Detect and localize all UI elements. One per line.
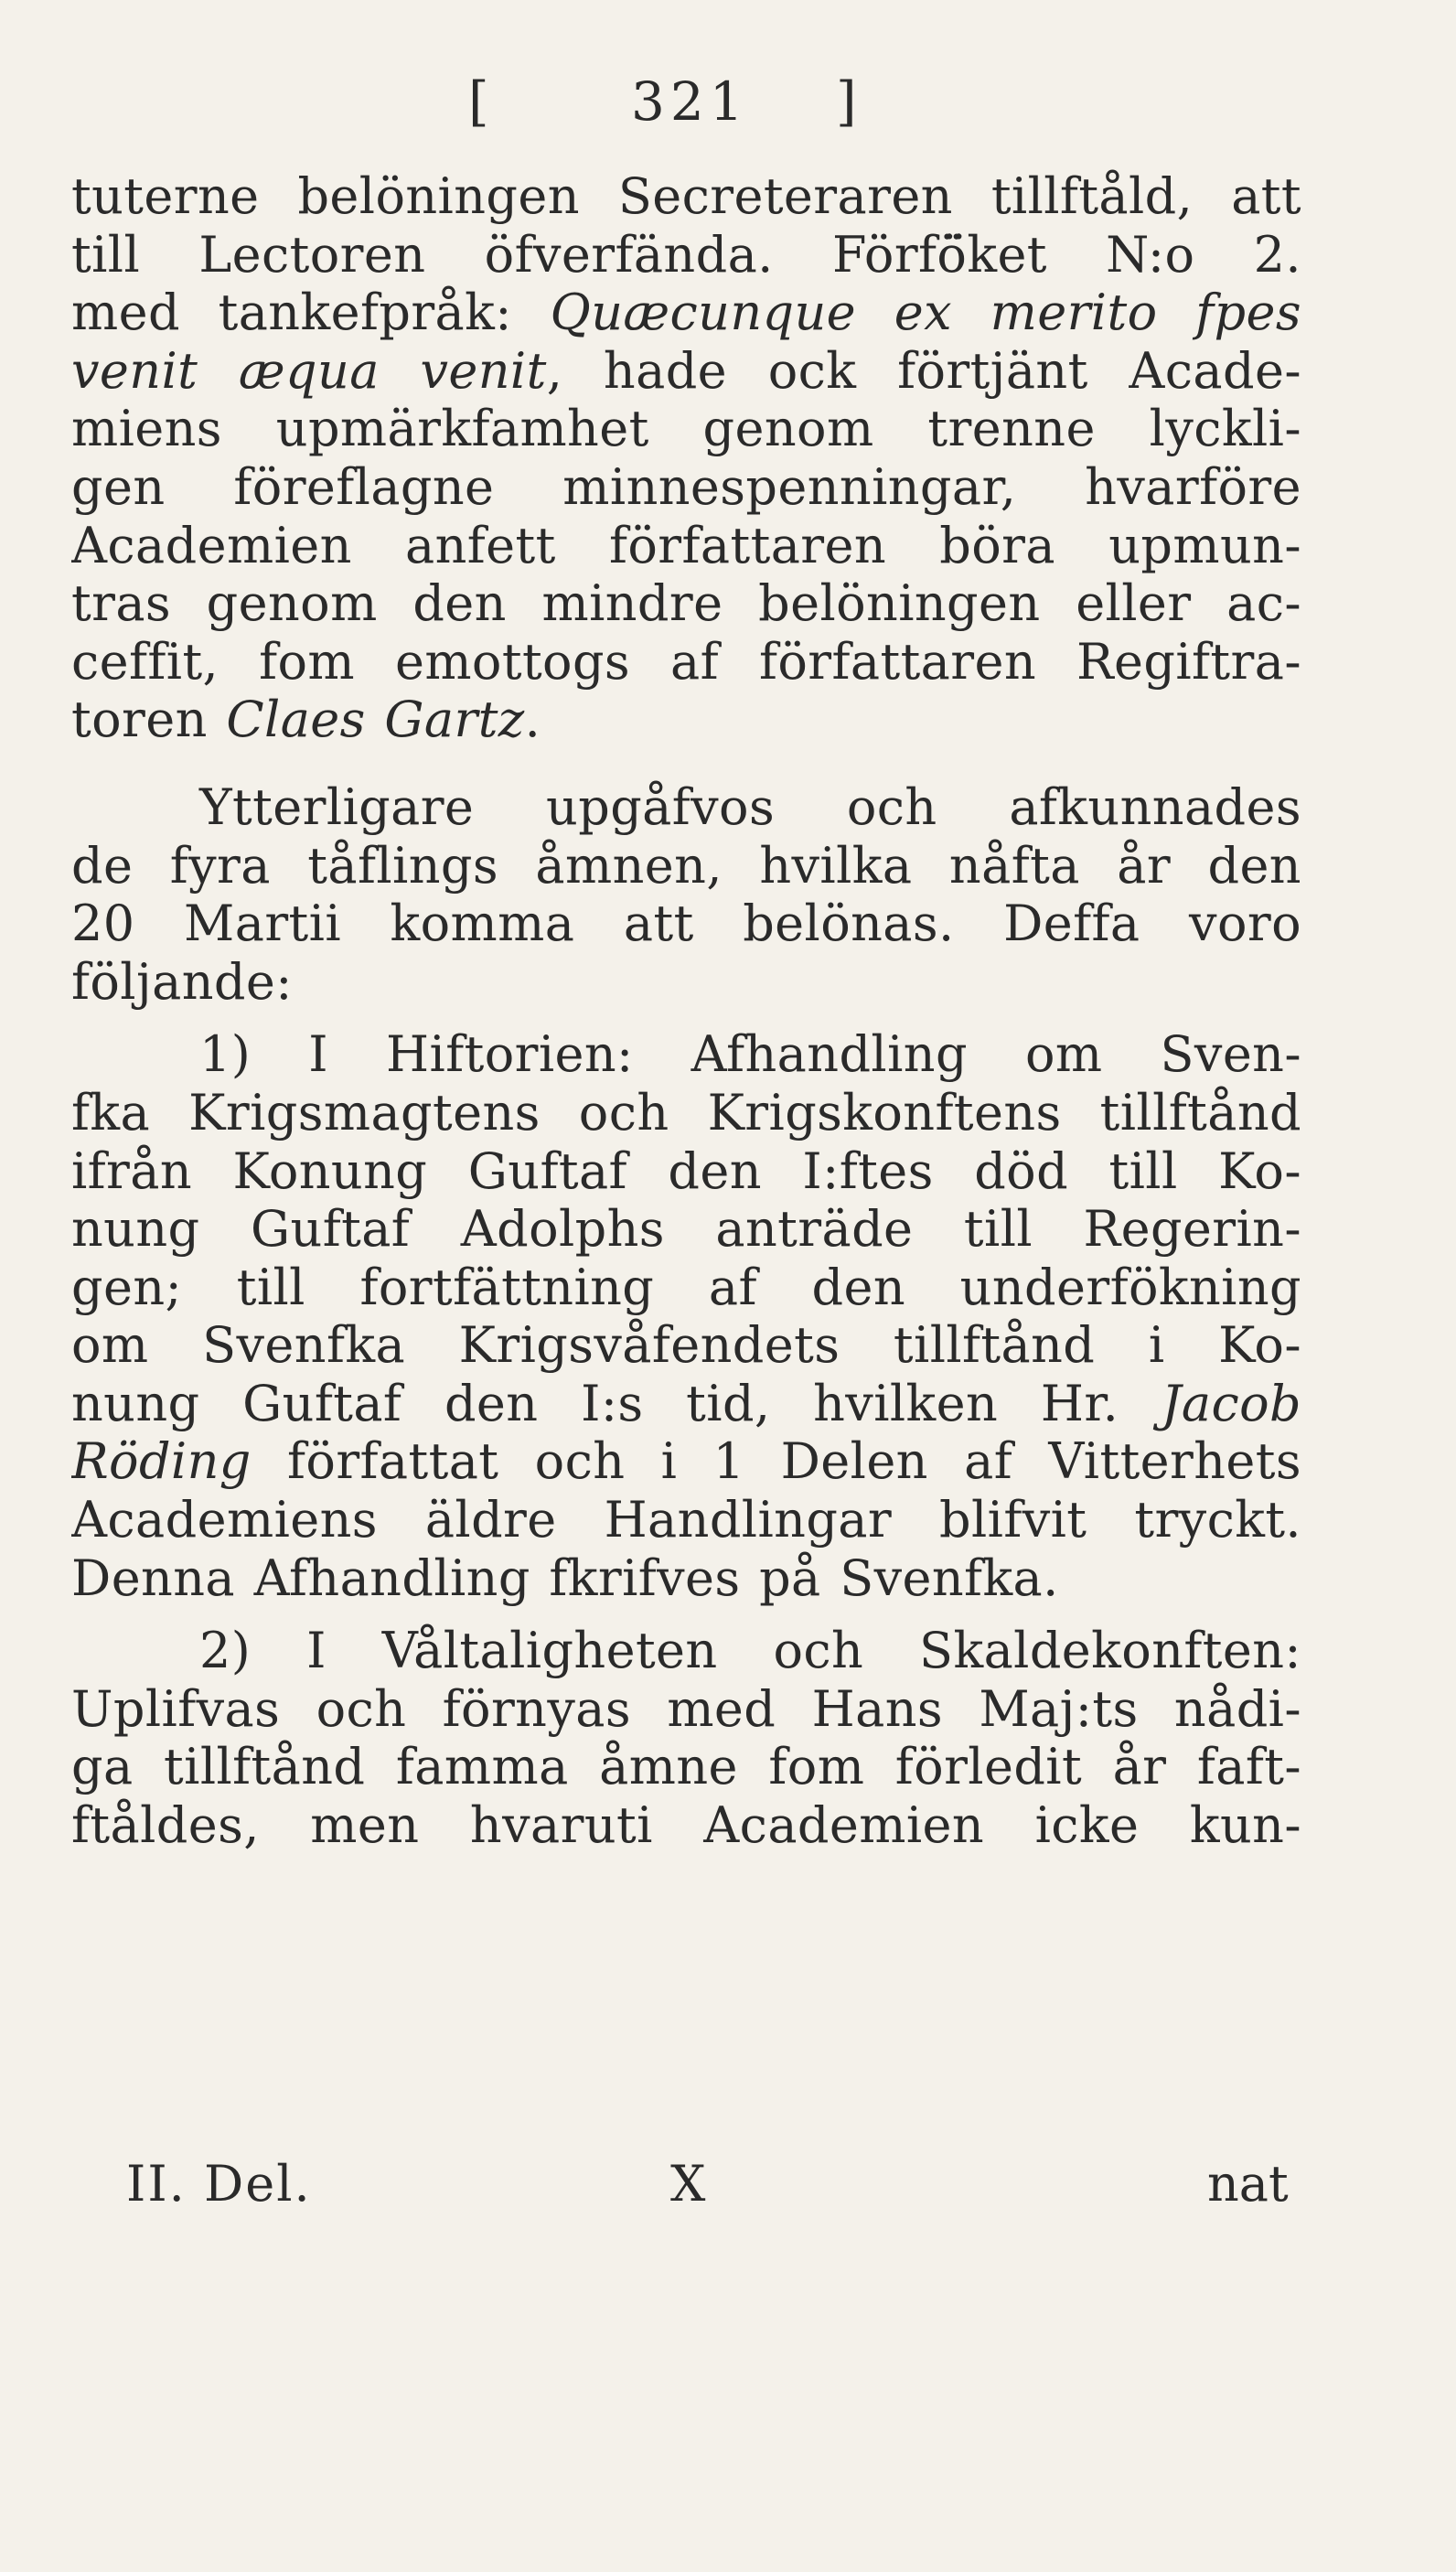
paragraph-gap — [71, 1607, 1301, 1622]
paragraph-gap — [71, 1011, 1301, 1025]
text-line — [71, 1259, 1301, 1317]
text-run: till Lectoren öfverfända. Förfö̈ket N:o 2. — [71, 225, 1301, 284]
paragraph-gap — [71, 749, 1301, 778]
text-line — [71, 284, 1301, 342]
signature-mark: II. Del. — [126, 2155, 312, 2213]
text-run: , hade ock förtjänt Acade- — [546, 341, 1301, 400]
text-run: om Svenfka Krigsvåfendets tillftånd i Ko- — [71, 1316, 1301, 1375]
text-run: gen föreflagne minnespenningar, hvarföre — [71, 457, 1301, 516]
text-line — [71, 574, 1301, 633]
text-run: ceffit, fom emottogs af författaren Regiftra- — [71, 632, 1301, 691]
text-line — [71, 400, 1301, 458]
text-run: nung Guftaf Adolphs anträde till Regerin- — [71, 1200, 1301, 1259]
italic-name: venit æqua venit — [71, 341, 547, 400]
header-bracket-left: [ — [468, 70, 489, 133]
page-body-text — [71, 167, 1301, 1855]
text-run: . — [524, 691, 541, 749]
text-run: Denna Afhandling fkrifves på Svenfka. — [71, 1549, 1059, 1607]
header-bracket-right: ] — [836, 70, 857, 133]
text-run: Academien anfett författaren böra upmun- — [71, 516, 1301, 574]
text-run: fka Krigsmagtens och Krigskonftens tillftånd — [71, 1083, 1301, 1141]
text-run: 2) I Våltaligheten och Skaldekonften: — [199, 1622, 1301, 1680]
text-line — [71, 953, 1301, 1012]
text-line — [71, 1680, 1301, 1739]
text-run: ftåldes, men hvaruti Academien icke kun- — [71, 1796, 1301, 1855]
paragraph — [71, 167, 1301, 749]
paragraph — [71, 1025, 1301, 1607]
text-run: ga tillftånd famma åmne fom förledit år faft- — [71, 1738, 1301, 1796]
text-line — [71, 342, 1301, 401]
text-line — [71, 1491, 1301, 1549]
page-number: 321 — [631, 70, 749, 133]
text-run: 20 Martii komma att belönas. Deffa voro — [71, 895, 1301, 953]
italic-name: Jacob — [1161, 1374, 1301, 1432]
text-run: ifrån Konung Guftaf den I:ftes död till Ko- — [71, 1141, 1301, 1200]
text-run: tras genom den mindre belöningen eller ac- — [71, 574, 1301, 633]
italic-name: Quæcunque ex merito fpes — [550, 284, 1301, 342]
text-line — [71, 1796, 1301, 1855]
text-line — [71, 1432, 1301, 1491]
text-line — [71, 226, 1301, 284]
text-run: miens upmärkfamhet genom trenne lyckli- — [71, 400, 1301, 458]
text-line — [71, 1738, 1301, 1796]
text-line — [71, 837, 1301, 895]
text-run: gen; till fortfättning af den underföknіng — [71, 1258, 1301, 1316]
text-run: Academiens äldre Handlingar blifvit tryckt. — [71, 1491, 1301, 1549]
text-run: tuterne belöningen Secreteraren tillftåld, att — [71, 167, 1301, 225]
text-run: Uplifvas och förnyas med Hans Maj:ts nådi- — [71, 1679, 1301, 1738]
text-run: följande: — [71, 952, 293, 1011]
text-line — [71, 1142, 1301, 1201]
text-run: Ytterligare upgåfvos och afkunnades — [199, 777, 1301, 836]
catchword: nat — [1207, 2155, 1289, 2213]
italic-name: Röding — [71, 1432, 252, 1491]
text-line — [71, 1316, 1301, 1375]
text-line — [71, 1375, 1301, 1433]
text-line — [71, 895, 1301, 953]
sheet-mark: X — [670, 2155, 706, 2213]
text-run: med tankefpråk: — [71, 284, 551, 342]
text-line — [71, 633, 1301, 691]
text-line — [71, 167, 1301, 226]
text-line — [71, 458, 1301, 517]
page-header — [0, 60, 1456, 143]
text-run: de fyra tåflings åmnen, hvilka nåfta år den — [71, 836, 1301, 895]
text-run: nung Guftaf den I:s tid, hvilken Hr. — [71, 1374, 1162, 1432]
text-line — [71, 1622, 1301, 1680]
italic-name: Claes Gartz — [226, 691, 525, 749]
text-line — [71, 691, 1301, 749]
paragraph — [71, 1622, 1301, 1854]
text-line — [71, 1084, 1301, 1142]
page-footer — [0, 2148, 1456, 2221]
text-line — [71, 778, 1301, 837]
text-line — [71, 1025, 1301, 1084]
text-line — [71, 1549, 1301, 1608]
text-line — [71, 517, 1301, 575]
text-run: 1) I Hiftorien: Afhandling om Sven- — [199, 1025, 1301, 1084]
text-line — [71, 1200, 1301, 1259]
paragraph — [71, 778, 1301, 1011]
text-run: toren — [71, 691, 227, 749]
text-run: författat och i 1 Delen af Vitterhets — [251, 1432, 1301, 1491]
